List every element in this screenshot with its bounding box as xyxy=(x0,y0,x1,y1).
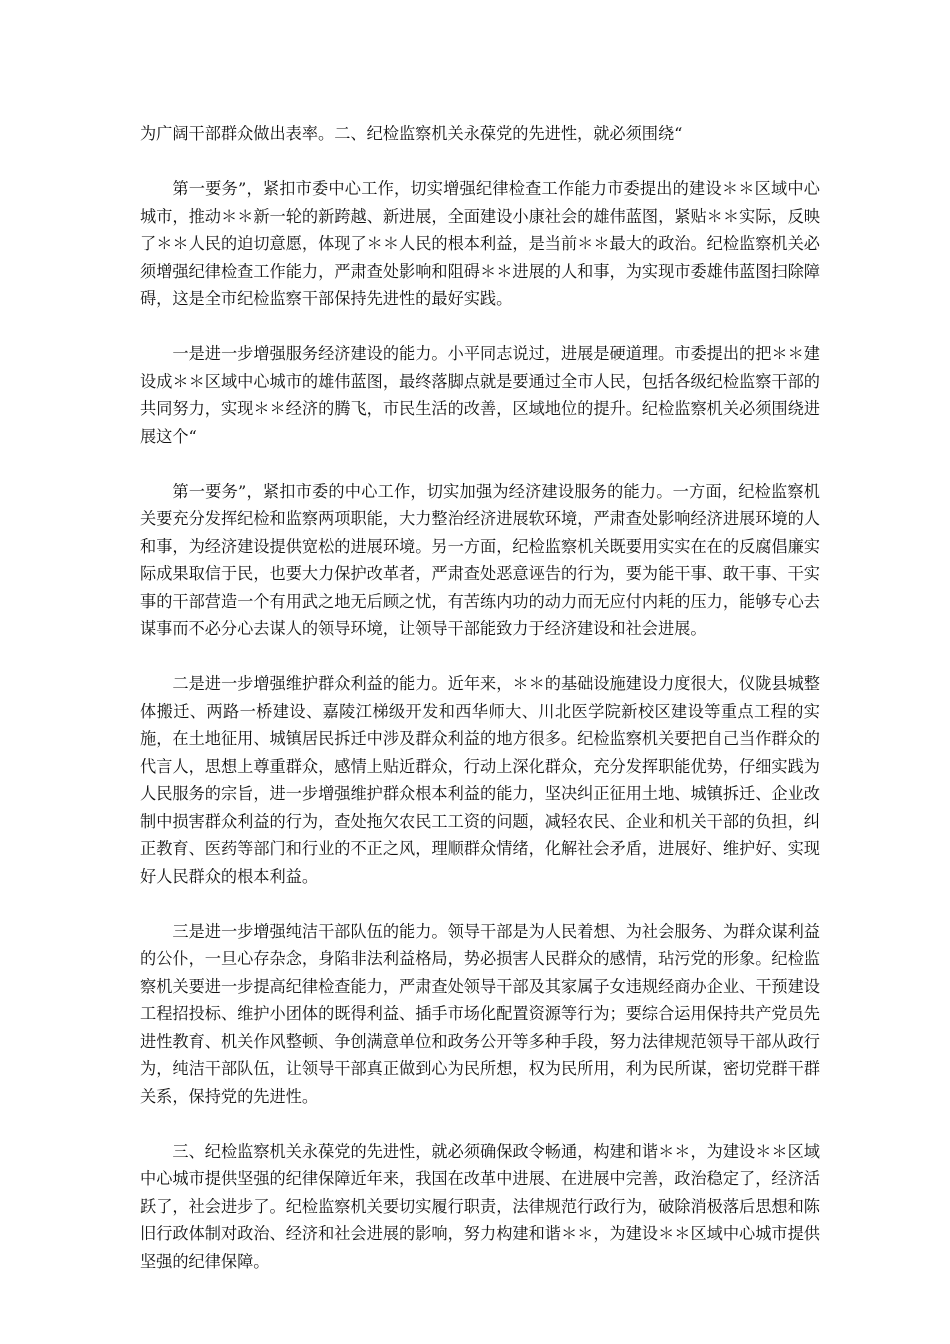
paragraph: 三是进一步增强纯洁干部队伍的能力。领导干部是为人民着想、为社会服务、为群众谋利益的公仆，一旦心存杂念，身陷非法利益格局，势必损害人民群众的感情，玷污党的形象。纪检监察机关要进一步提高纪律检查能力，严肃查处领导干部及其家属子女违规经商办企业、干预建设工程招投标、维护小团体的既得利益、插手市场化配置资源等行为；要综合运用保持共产党员先进性教育、机关作风整顿、争创满意单位和政务公开等多种手段，努力法律规范领导干部从政行为，纯洁干部队伍，让领导干部真正做到心为民所想，权为民所用，利为民所谋，密切党群干群关系，保持党的先进性。 xyxy=(140,921,820,1106)
paragraph: 三、纪检监察机关永葆党的先进性，就必须确保政令畅通，构建和谐＊＊，为建设＊＊区域中心城市提供坚强的纪律保障近年来，我国在改革中进展、在进展中完善，政治稳定了，经济活跃了，社会进步了。纪检监察机关要切实履行职责，法律规范行政行为，破除消极落后思想和陈旧行政体制对政治、经济和社会进展的影响，努力构建和谐＊＊，为建设＊＊区域中心城市提供坚强的纪律保障。 xyxy=(140,1141,820,1271)
paragraph-continuation: 为广阔干部群众做出表率。二、纪检监察机关永葆党的先进性，就必须围绕“ xyxy=(140,124,683,143)
paragraph: 第一要务”，紧扣市委中心工作，切实增强纪律检查工作能力市委提出的建设＊＊区域中心城市，推动＊＊新一轮的新跨越、新进展，全面建设小康社会的雄伟蓝图，紧贴＊＊实际，反映了＊＊人民的迫切意愿，体现了＊＊人民的根本利益，是当前＊＊最大的政治。纪检监察机关必须增强纪律检查工作能力，严肃查处影响和阻碍＊＊进展的人和事，为实现市委雄伟蓝图扫除障碍，这是全市纪检监察干部保持先进性的最好实践。 xyxy=(140,179,820,308)
paragraph-spacer xyxy=(140,643,820,671)
paragraph-spacer xyxy=(140,450,820,478)
paragraph-spacer xyxy=(140,1110,820,1138)
paragraph: 一是进一步增强服务经济建设的能力。小平同志说过，进展是硬道理。市委提出的把＊＊建设成＊＊区域中心城市的雄伟蓝图，最终落脚点就是要通过全市人民，包括各级纪检监察干部的共同努力，实现＊＊经济的腾飞，市民生活的改善，区域地位的提升。纪检监察机关必须围绕进展这个“ xyxy=(140,344,820,446)
paragraph-spacer xyxy=(140,890,820,918)
paragraph: 二是进一步增强维护群众利益的能力。近年来，＊＊的基础设施建设力度很大，仪陇县城整体搬迁、两路一桥建设、嘉陵江梯级开发和西华师大、川北医学院新校区建设等重点工程的实施，在土地征用、城镇居民拆迁中涉及群众利益的地方很多。纪检监察机关要把自己当作群众的代言人，思想上尊重群众，感情上贴近群众，行动上深化群众，充分发挥职能优势，仔细实践为人民服务的宗旨，进一步增强维护群众根本利益的能力，坚决纠正征用土地、城镇拆迁、企业改制中损害群众利益的行为，查处拖欠农民工工资的问题，减轻农民、企业和机关干部的负担，纠正教育、医药等部门和行业的不正之风，理顺群众情绪，化解社会矛盾，进展好、维护好、实现好人民群众的根本利益。 xyxy=(140,674,820,886)
paragraph-spacer xyxy=(140,313,820,341)
document-body xyxy=(140,120,820,1275)
paragraph-spacer xyxy=(140,148,820,176)
paragraph: 第一要务”，紧扣市委的中心工作，切实加强为经济建设服务的能力。一方面，纪检监察机关要充分发挥纪检和监察两项职能，大力整治经济进展软环境，严肃查处影响经济进展环境的人和事，为经济建设提供宽松的进展环境。另一方面，纪检监察机关既要用实实在在的反腐倡廉实际成果取信于民，也要大力保护改革者，严肃查处恶意诬告的行为，要为能干事、敢干事、干实事的干部营造一个有用武之地无后顾之忧，有苦练内功的动力而无应付内耗的压力，能够专心去谋事而不必分心去谋人的领导环境，让领导干部能致力于经济建设和社会进展。 xyxy=(140,481,820,638)
